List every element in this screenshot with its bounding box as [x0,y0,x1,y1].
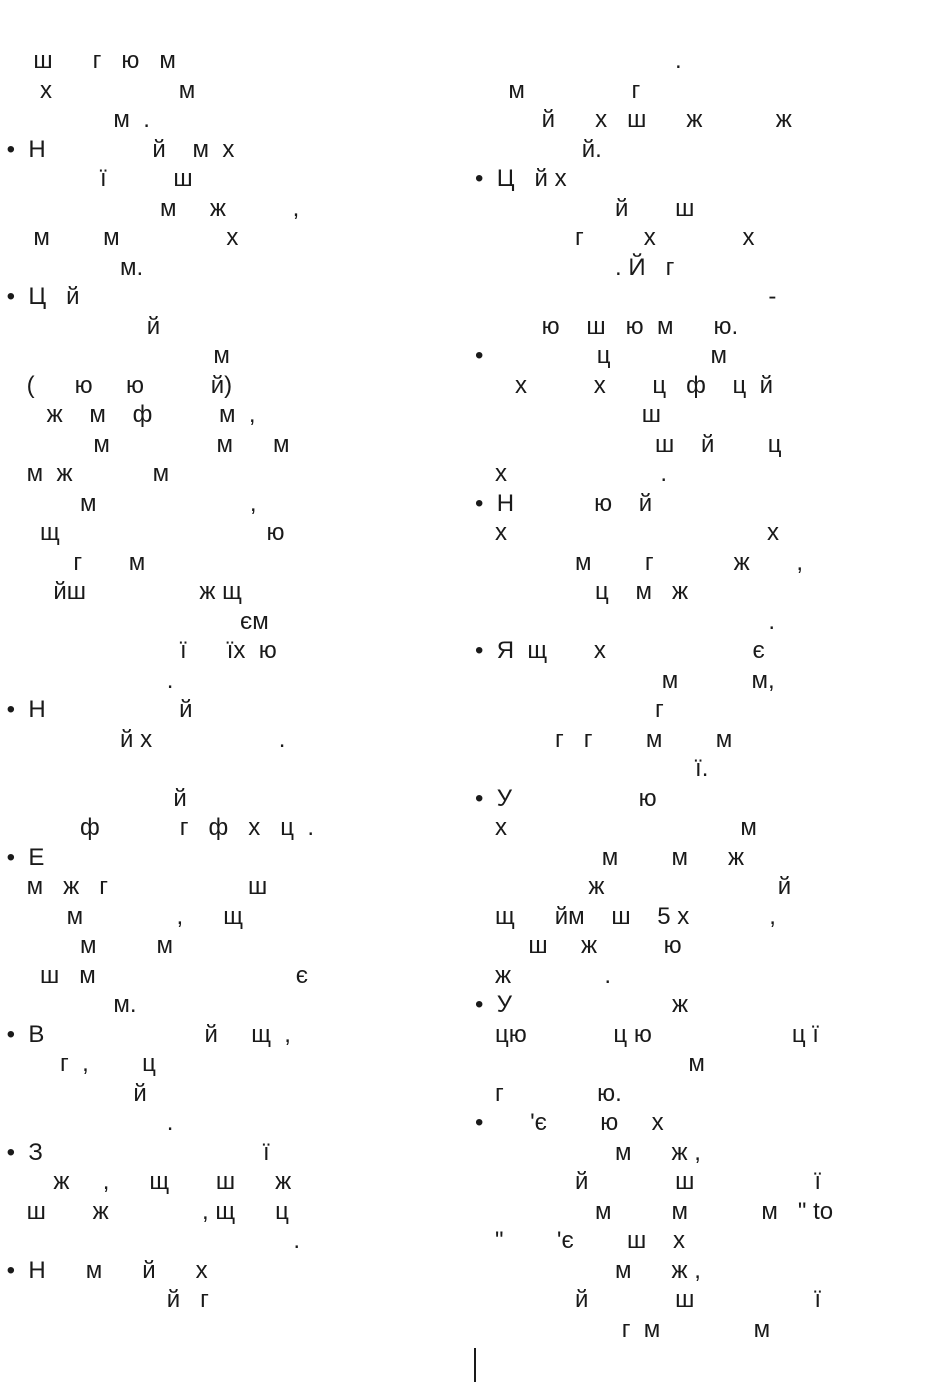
text-line: • Е [0,843,45,871]
text-line: й ш ї [475,1286,822,1313]
text-line: м. [0,253,144,281]
text-line: цю ц ю ц ї [475,1020,819,1048]
text-line: м м м " to [475,1197,834,1225]
text-line: • У ю [475,784,657,812]
text-line: " 'є ш х [475,1227,685,1254]
text-line: ї. [475,755,709,782]
text-line: • Н й м х [0,135,235,163]
text-line: г х х [475,224,755,251]
text-line: • Ц й [0,283,80,310]
text-line: м г [475,76,641,104]
text-line: г м м [475,1315,771,1343]
text-line: ц м ж [475,578,688,605]
text-line: . [0,1227,301,1254]
text-line: м м ж [475,843,745,871]
text-line: ї ш [0,165,193,192]
text-line: х х [475,519,780,546]
text-line: й г [0,1286,209,1313]
text-line: х . [475,460,668,487]
text-line: м м м [0,430,290,458]
text-line: ш г ю м [0,47,176,74]
text-line: • 'є ю х [475,1109,664,1136]
text-line: ю ш ю м ю. [475,312,739,340]
page-divider [474,1348,476,1382]
text-line: - [475,283,777,310]
text-line: . [0,1109,174,1136]
text-line: ш й ц [475,430,782,458]
text-line: м . [0,106,150,133]
text-line: м , щ [0,902,243,930]
text-line: ж й [475,873,792,900]
text-line: . Й г [475,253,675,281]
text-line: м ж , [0,194,300,222]
text-line: й [0,784,187,812]
text-line: йш ж щ [0,578,242,605]
text-line: м [0,342,230,369]
text-line: ш ж , щ ц [0,1197,289,1225]
text-line: й ш [475,194,695,222]
text-line: єм [0,607,269,635]
text-line: • Н м й х [0,1256,208,1284]
text-line: м м х [0,224,239,251]
text-line [0,754,475,784]
text-line: . [475,607,776,635]
text-line: й. [475,135,602,163]
text-line: г м [0,548,146,576]
text-line: щ ю [0,519,285,546]
left-column [0,0,475,1340]
text-line: г , ц [0,1050,156,1077]
text-line: • З ї [0,1138,270,1166]
text-line: й [0,1079,147,1107]
text-line: м ж , [475,1138,701,1166]
text-line: щ йм ш 5 х , [475,902,776,930]
text-line: • Н ю й [475,489,653,517]
text-line: ш [475,401,661,428]
text-line: • У ж [475,991,689,1018]
text-line: м , [0,489,257,517]
text-line: м ж г ш [0,873,268,900]
text-line: м. [0,991,137,1018]
text-line: ш м є [0,961,309,989]
text-line: й [0,312,161,340]
text-line: й ш ї [475,1168,822,1195]
text-line: м м, [475,666,775,694]
text-line: • ц м [475,342,728,369]
right-column [475,0,950,1343]
text-line: х м [0,76,196,104]
text-line: м ж , [475,1256,701,1284]
text-line: ( ю ю й) [0,371,233,399]
text-line: м г ж , [475,548,804,576]
text-line: г ю. [475,1079,622,1107]
text-line: м [475,1050,705,1077]
text-line: ж , щ ш ж [0,1168,292,1195]
text-line: ф г ф х ц . [0,814,315,841]
text-line: й х . [0,725,286,753]
text-line: . [475,47,682,74]
text-line: • Ц й х [475,165,567,192]
text-line: м ж м [0,460,170,487]
text-line: х м [475,814,757,841]
text-line: ш ж ю [475,932,682,959]
text-line: й х ш ж ж [475,106,792,133]
text-line: ж м ф м , [0,401,256,428]
text-line: • Я щ х є [475,637,765,664]
text-line: • В й щ , [0,1020,291,1048]
text-line: м м [0,932,174,959]
text-line: х х ц ф ц й [475,371,774,399]
text-line: ї їх ю [0,637,277,664]
text-line: г г м м [475,725,733,753]
text-line: г [475,696,664,723]
text-line: ж . [475,961,612,989]
text-line: • Н й [0,696,193,723]
text-line: . [0,666,174,694]
